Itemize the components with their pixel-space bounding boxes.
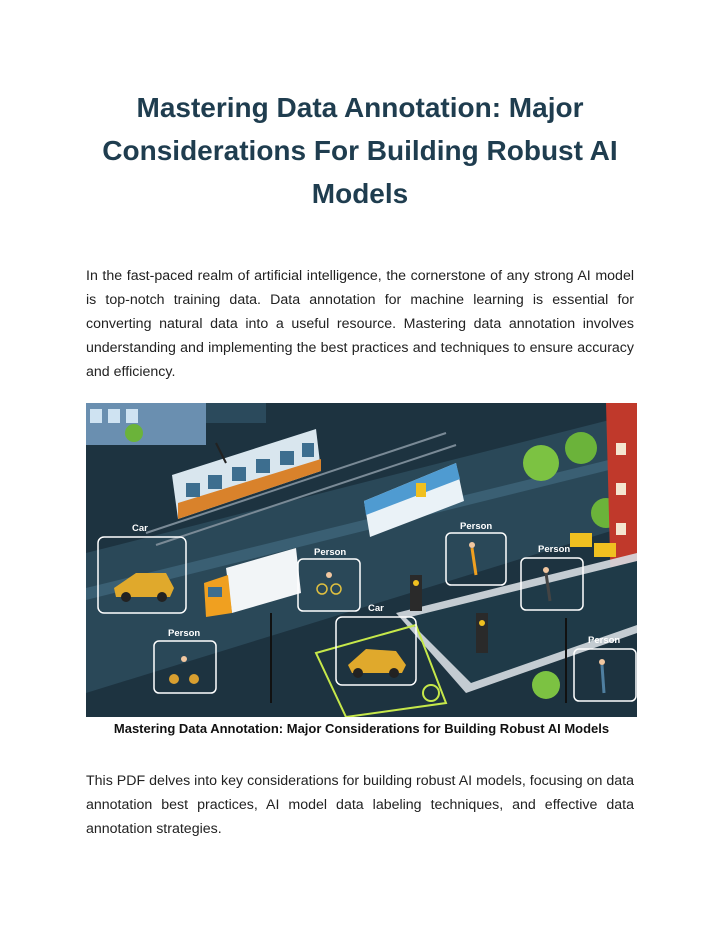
closing-paragraph: This PDF delves into key considerations for building robust AI models, focusing on data annotation best practices, AI model data labeling techniques, and effective data annotation strategies. (86, 773, 634, 837)
figure-caption: Mastering Data Annotation: Major Considerations for Building Robust AI Models (86, 717, 637, 740)
label-person-bottom-right: Person (588, 635, 621, 646)
document-title: Mastering Data Annotation: Major Considerations For Building Robust AI Models (102, 92, 618, 209)
annotation-illustration (86, 403, 637, 740)
intro-paragraph: In the fast-paced realm of artificial intelligence, the cornerstone of any strong AI model is top-notch training data. Data annotation for machine learning is essential for converting natural data into a useful resource. Mastering data annotation involves understanding and implementing the best practices and techniques to ensure accuracy and efficiency. (86, 268, 634, 380)
label-car-left: Car (132, 523, 148, 534)
label-person-right: Person (538, 544, 571, 555)
label-person-top-right: Person (460, 521, 493, 532)
label-car-middle: Car (368, 603, 384, 614)
tree (523, 445, 559, 481)
label-person-bottom-left: Person (168, 628, 201, 639)
building-left (86, 403, 206, 445)
label-person-middle: Person (314, 547, 347, 558)
street-scene-svg (86, 403, 637, 717)
